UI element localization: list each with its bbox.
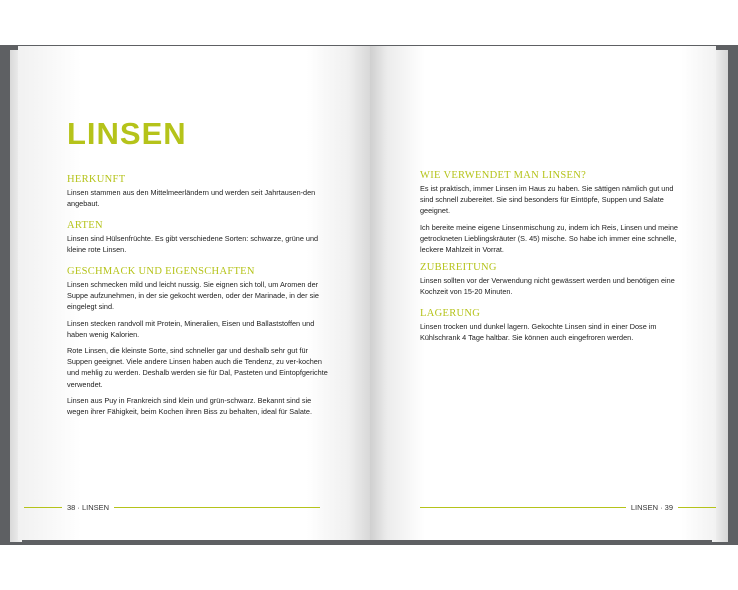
footer-rule: [678, 507, 716, 508]
section-paragraph: Linsen schmecken mild und leicht nussig. Sie eignen sich toll, um Aromen der Suppe aufzunehmen, in der sie gekocht werden, oder der Marinade, in der sie eingelegt sind.: [67, 280, 319, 312]
section-verwendung: [420, 170, 682, 260]
footer-rule: [114, 507, 320, 508]
section-paragraph: Linsen stecken randvoll mit Protein, Mineralien, Eisen und Ballaststoffen und haben wenig Kalorien.: [67, 318, 315, 339]
section-zubereitung: [420, 262, 682, 302]
section-paragraph: Es ist praktisch, immer Linsen im Haus zu haben. Sie sättigen nämlich gut und sind schnell zubereitet. Sie sind besonders für Eintöpfe, Suppen und Salate geeignet.: [420, 184, 674, 216]
section-lagerung: [420, 308, 682, 348]
section-heading: GESCHMACK UND EIGENSCHAFTEN: [67, 266, 255, 277]
page-number-left: 38 · LINSEN: [67, 502, 110, 512]
section-paragraph: Linsen stammen aus den Mittelmeerländern und werden seit Jahrtausen-den angebaut.: [67, 188, 316, 209]
right-footer: [420, 501, 716, 513]
section-geschmack: [67, 266, 329, 422]
section-paragraph: Rote Linsen, die kleinste Sorte, sind schneller gar und deshalb sehr gut für Suppen geeignet. Viele andere Linsen haben auch die Tendenz, zu ver-kochen und mehlig zu werden. Deshalb werden sie für Dal, Pasteten und Eintopfgerichte verwendet.: [67, 346, 328, 389]
section-paragraph: Linsen trocken und dunkel lagern. Gekochte Linsen sind in einer Dose im Kühlschrank 4 Tage haltbar. Sie können auch eingefroren werden.: [420, 322, 657, 343]
section-herkunft: [67, 174, 329, 214]
section-arten: [67, 220, 329, 260]
section-heading: ZUBEREITUNG: [420, 262, 497, 273]
section-paragraph: Linsen sollten vor der Verwendung nicht gewässert werden und benötigen eine Kochzeit von 15-20 Minuten.: [420, 276, 675, 297]
section-heading: ARTEN: [67, 220, 103, 231]
page-title: LINSEN: [67, 116, 187, 151]
page-number-right: LINSEN · 39: [630, 502, 673, 512]
left-footer: [24, 501, 320, 513]
section-heading: LAGERUNG: [420, 308, 481, 319]
section-paragraph: Linsen aus Puy in Frankreich sind klein und grün-schwarz. Bekannt sind sie wegen ihrer Fähigkeit, beim Kochen ihren Biss zu behalten, ideal für Salate.: [67, 395, 312, 417]
footer-rule: [420, 507, 626, 508]
section-paragraph: Ich bereite meine eigene Linsenmischung zu, indem ich Reis, Linsen und meine getrockneten Lieblingskräuter (S. 45) mische. So habe ich immer eine schnelle, leckere Mahlzeit in Vorrat.: [420, 222, 678, 255]
section-heading: HERKUNFT: [67, 174, 126, 185]
footer-rule: [24, 507, 62, 508]
section-paragraph: Linsen sind Hülsenfrüchte. Es gibt verschiedene Sorten: schwarze, grüne und kleine rote Linsen.: [67, 234, 319, 255]
section-heading: WIE VERWENDET MAN LINSEN?: [420, 170, 587, 181]
